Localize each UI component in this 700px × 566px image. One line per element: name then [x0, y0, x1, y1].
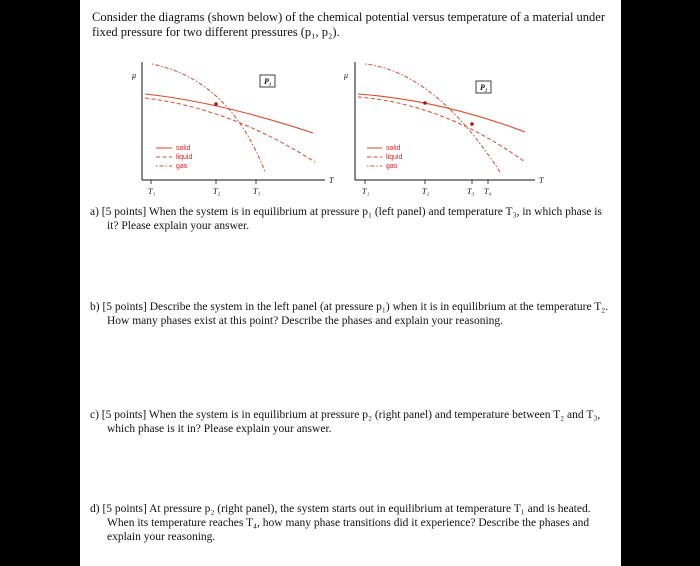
right-panel — [343, 62, 544, 196]
right-legend-solid: solid — [386, 145, 401, 152]
right-pressure-label: P₂ — [480, 83, 488, 92]
left-mu-label: μ — [132, 71, 137, 80]
left-tick-t3: T₃ — [253, 187, 261, 196]
right-t-label: T — [539, 176, 544, 185]
left-tick-t2: T₂ — [213, 187, 221, 196]
right-legend-gas: gas — [386, 163, 398, 170]
document-page — [80, 0, 621, 566]
left-tick-t1: T₁ — [148, 187, 156, 196]
left-triple-point — [214, 102, 218, 106]
intro-text: Consider the diagrams (shown below) of the chemical potential versus temperature of a material under fixed pressure for two different pressures (p₁, p₂). — [92, 10, 606, 39]
left-legend-gas: gas — [176, 163, 188, 170]
left-legend-liquid: liquid — [176, 154, 193, 161]
right-legend-liquid: liquid — [386, 154, 403, 161]
right-tick-t3: T₃ — [467, 187, 475, 196]
left-panel — [131, 62, 334, 196]
right-mu-label: μ — [344, 71, 349, 80]
left-t-label: T — [329, 176, 334, 185]
right-tick-t2: T₂ — [422, 187, 430, 196]
question-b — [90, 300, 612, 328]
left-legend-solid: solid — [176, 145, 191, 152]
chemical-potential-figure — [80, 0, 621, 210]
question-d-text: d) [5 points] At pressure p₂ (right panel), the system starts out in equilibrium at temperature T₁ and is heated. When its temperature reaches T₄, how many phase transitions did it experience? Describe the phases and explain your reasoning. — [90, 503, 591, 543]
question-a-text: a) [5 points] When the system is in equilibrium at pressure p₁ (left panel) and temperature T₃, in which phase is it? Please explain your answer. — [90, 206, 602, 232]
question-c — [90, 408, 612, 436]
right-solid-curve — [358, 94, 525, 132]
left-pressure-label: P₁ — [264, 77, 272, 86]
right-tick-t1: T₁ — [362, 187, 370, 196]
question-c-text: c) [5 points] When the system is in equilibrium at pressure p₂ (right panel) and temperature between T₂ and T₃, which phase is it in? Please explain your answer. — [90, 409, 601, 435]
right-melting-point — [423, 101, 427, 105]
right-boiling-point — [470, 122, 474, 126]
left-liquid-curve — [145, 98, 315, 162]
left-solid-curve — [145, 94, 313, 133]
left-gas-curve — [152, 64, 265, 172]
right-tick-t4: T₄ — [484, 187, 492, 196]
question-a — [90, 205, 612, 233]
question-b-text: b) [5 points] Describe the system in the left panel (at pressure p₁) when it is in equilibrium at the temperature T₂. How many phases exist at this point? Describe the phases and explain your reasoning. — [90, 301, 609, 327]
question-d — [90, 502, 612, 544]
